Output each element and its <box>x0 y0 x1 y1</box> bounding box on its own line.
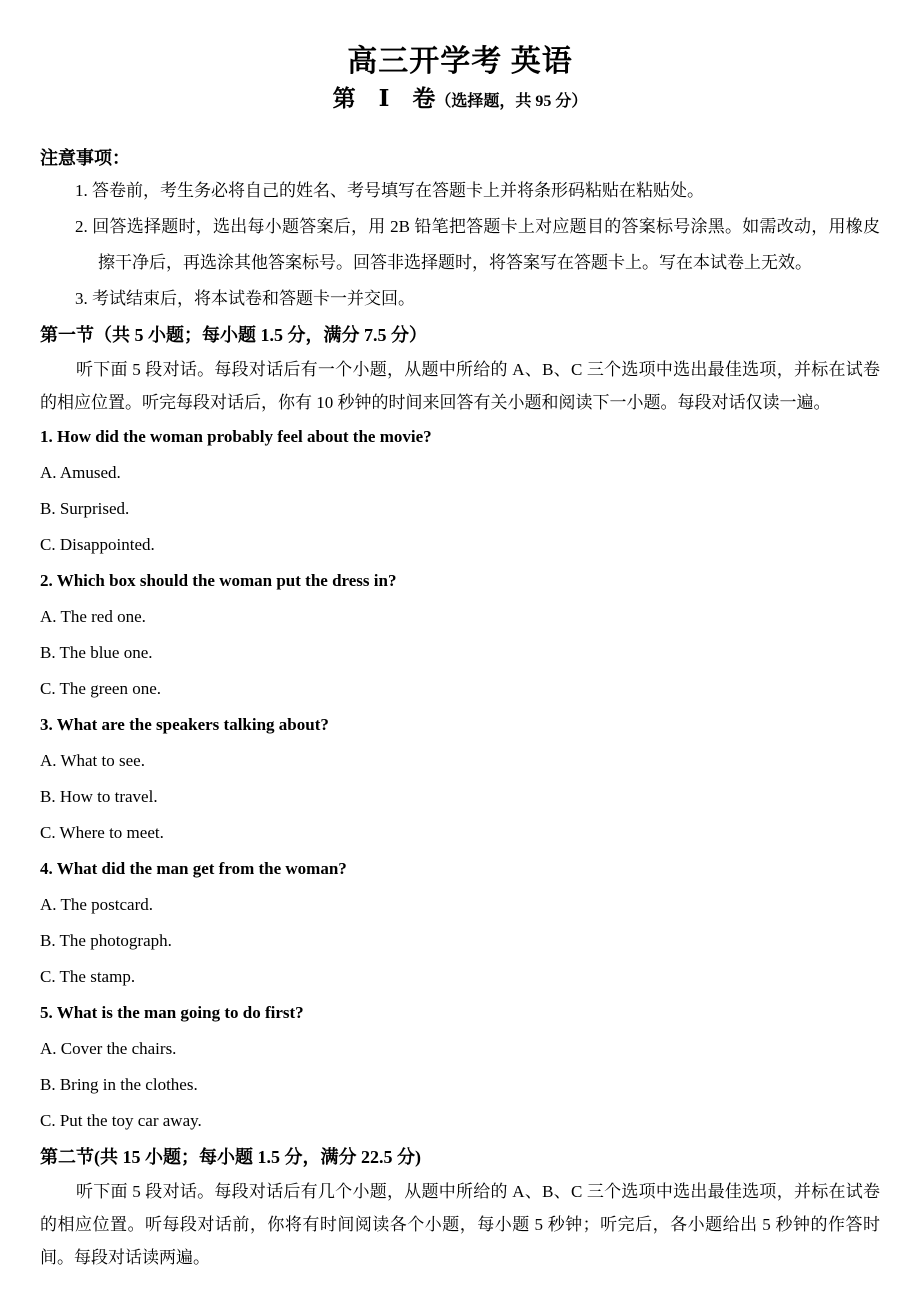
notice-heading: 注意事项： <box>40 148 130 168</box>
question-block-1 <box>40 419 880 563</box>
question-3-option-c: C. Where to meet. <box>40 823 164 842</box>
question-3-option-b: B. How to travel. <box>40 787 158 806</box>
notice-item-2: 2. 回答选择题时，选出每小题答案后，用 2B 铅笔把答题卡上对应题目的答案标号涂黑。如需改动，用橡皮擦干净后，再选涂其他答案标号。回答非选择题时，将答案写在答题卡上。写在本试卷上无效。 <box>75 217 880 272</box>
section1-heading: 第一节（共 5 小题；每小题 1.5 分，满分 7.5 分） <box>40 325 427 345</box>
notice-item-3: 3. 考试结束后，将本试卷和答题卡一并交回。 <box>75 289 415 308</box>
question-block-3 <box>40 707 880 851</box>
doc-title: 高三开学考 英语 <box>347 45 573 78</box>
question-4-text: 4. What did the man get from the woman? <box>40 859 347 878</box>
question-1-option-a: A. Amused. <box>40 463 121 482</box>
question-3-text: 3. What are the speakers talking about? <box>40 715 329 734</box>
notice-item-1: 1. 答卷前，考生务必将自己的姓名、考号填写在答题卡上并将条形码粘贴在粘贴处。 <box>75 181 704 200</box>
question-block-5 <box>40 995 880 1139</box>
doc-subtitle <box>40 82 880 119</box>
doc-subtitle-note: （选择题，共 95 分） <box>435 93 588 110</box>
question-4-option-c: C. The stamp. <box>40 967 136 986</box>
question-2-option-a: A. The red one. <box>40 607 146 626</box>
section2-heading: 第二节(共 15 小题；每小题 1.5 分，满分 22.5 分) <box>40 1147 421 1167</box>
question-2-option-b: B. The blue one. <box>40 643 153 662</box>
question-5-text: 5. What is the man going to do first? <box>40 1003 304 1022</box>
question-2-text: 2. Which box should the woman put the dress in? <box>40 571 397 590</box>
question-block-4 <box>40 851 880 995</box>
question-1-text: 1. How did the woman probably feel about the movie? <box>40 427 432 446</box>
section2-description: 听下面 5 段对话。每段对话后有几个小题，从题中所给的 A、B、C 三个选项中选出最佳选项，并标在试卷的相应位置。听每段对话前，你将有时间阅读各个小题，每小题 5 秒钟；听完后，各小题给出 5 秒钟的作答时间。每段对话读两遍。 <box>40 1182 880 1267</box>
question-4-option-a: A. The postcard. <box>40 895 153 914</box>
question-5-option-a: A. Cover the chairs. <box>40 1039 177 1058</box>
question-2-option-c: C. The green one. <box>40 679 162 698</box>
question-1-option-c: C. Disappointed. <box>40 535 155 554</box>
question-1-option-b: B. Surprised. <box>40 499 130 518</box>
question-4-option-b: B. The photograph. <box>40 931 172 950</box>
question-5-option-c: C. Put the toy car away. <box>40 1111 202 1130</box>
section1-description: 听下面 5 段对话。每段对话后有一个小题，从题中所给的 A、B、C 三个选项中选出最佳选项，并标在试卷的相应位置。听完每段对话后，你有 10 秒钟的时间来回答有关小题和阅读下一小题。每段对话仅读一遍。 <box>40 360 880 412</box>
doc-subtitle-main: 第 Ⅰ 卷 <box>332 86 436 111</box>
question-5-option-b: B. Bring in the clothes. <box>40 1075 198 1094</box>
question-block-2 <box>40 563 880 707</box>
question-3-option-a: A. What to see. <box>40 751 145 770</box>
